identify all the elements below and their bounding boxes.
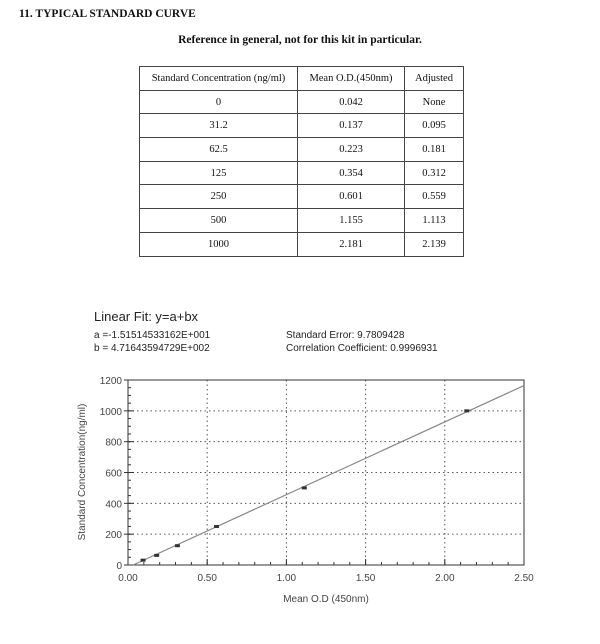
cell-adjusted: 0.312 — [405, 161, 464, 185]
svg-text:1000: 1000 — [99, 406, 122, 418]
svg-text:400: 400 — [105, 499, 122, 511]
cell-mean-od: 1.155 — [298, 209, 405, 233]
col-header-adjusted: Adjusted — [405, 67, 464, 91]
cell-mean-od: 2.181 — [298, 232, 405, 256]
fit-correlation-coefficient: Correlation Coefficient: 0.9996931 — [286, 343, 438, 354]
svg-text:2.50: 2.50 — [514, 573, 534, 584]
chart-ticks — [124, 380, 524, 565]
svg-text:2.00: 2.00 — [435, 573, 455, 584]
subtitle-text: Reference in general, not for this kit in particular. — [178, 34, 422, 46]
svg-text:800: 800 — [105, 437, 122, 449]
cell-concentration: 62.5 — [140, 138, 298, 162]
col-header-concentration: Standard Concentration (ng/ml) — [140, 67, 298, 91]
svg-text:600: 600 — [105, 468, 122, 480]
fit-standard-error: Standard Error: 9.7809428 — [286, 330, 405, 341]
chart-grid — [128, 380, 524, 565]
cell-adjusted: 2.139 — [405, 232, 464, 256]
fit-coefficient-b: b = 4.71643594729E+002 — [94, 343, 210, 354]
x-axis-title: Mean O.D (450nm) — [283, 594, 369, 605]
svg-text:1.00: 1.00 — [276, 573, 297, 584]
cell-mean-od: 0.601 — [298, 185, 405, 209]
cell-concentration: 31.2 — [140, 114, 298, 138]
cell-concentration: 250 — [140, 185, 298, 209]
cell-concentration: 500 — [140, 209, 298, 233]
cell-concentration: 1000 — [140, 232, 298, 256]
section-title: 11. TYPICAL STANDARD CURVE — [19, 8, 196, 20]
cell-adjusted: 0.095 — [405, 114, 464, 138]
fit-line — [133, 386, 524, 565]
cell-mean-od: 0.137 — [298, 114, 405, 138]
fit-coefficient-a: a =-1.51514533162E+001 — [94, 330, 211, 341]
cell-adjusted: None — [405, 90, 464, 114]
svg-text:200: 200 — [105, 530, 122, 542]
svg-text:0.50: 0.50 — [197, 573, 217, 584]
cell-mean-od: 0.223 — [298, 138, 405, 162]
cell-concentration: 125 — [140, 161, 298, 185]
y-axis-title: Standard Concentration(ng/ml) — [77, 403, 88, 541]
cell-adjusted: 0.181 — [405, 138, 464, 162]
svg-text:1200: 1200 — [99, 376, 122, 387]
svg-text:1.50: 1.50 — [355, 573, 376, 584]
cell-concentration: 0 — [140, 90, 298, 114]
fit-title: Linear Fit: y=a+bx — [94, 309, 199, 324]
cell-adjusted: 0.559 — [405, 185, 464, 209]
cell-mean-od: 0.354 — [298, 161, 405, 185]
cell-mean-od: 0.042 — [298, 90, 405, 114]
svg-text:0: 0 — [116, 561, 122, 572]
svg-text:0.00: 0.00 — [118, 573, 138, 584]
cell-adjusted: 1.113 — [405, 209, 464, 233]
col-header-mean-od: Mean O.D.(450nm) — [298, 67, 405, 91]
